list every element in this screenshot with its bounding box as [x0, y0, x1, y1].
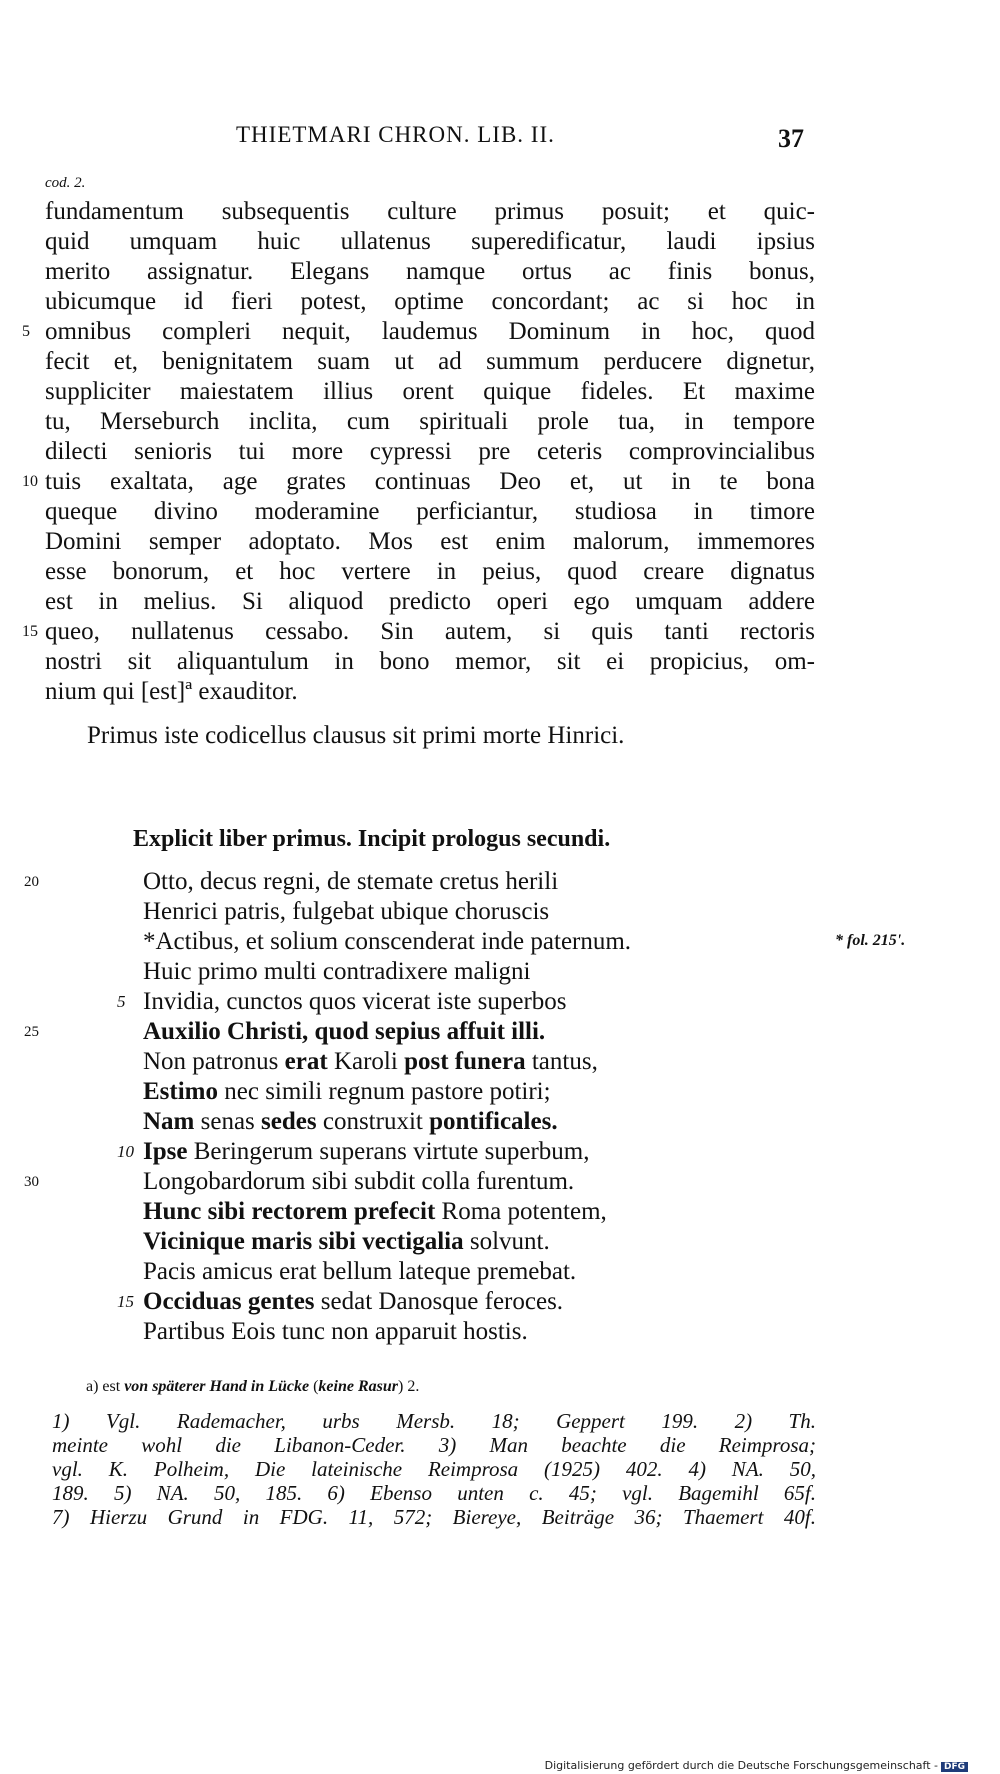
prose-line-text: fecit et, benignitatem suam ut ad summum perducere dignetur, [45, 348, 815, 375]
prose-line [45, 227, 815, 257]
digitization-credit [545, 1759, 968, 1772]
verse-line [143, 1107, 631, 1137]
verse-bold-segment: Ipse [143, 1138, 188, 1165]
verse-segment: Huic primo multi contradixere maligni [143, 958, 531, 985]
prose-line-text: tuis exaltata, age grates continuas Deo et, ut in te bona [45, 468, 815, 495]
prose-line-text: Domini semper adoptato. Mos est enim malorum, immemores [45, 528, 815, 555]
prose-line-text: tu, Merseburch inclita, cum spirituali prole tua, in tempore [45, 408, 815, 435]
folio-margin-note: * fol. 215'. [835, 932, 906, 949]
prose-line-text: queque divino moderamine perficiantur, studiosa in timore [45, 498, 815, 525]
apparatus-italic: von späterer Hand in Lücke [124, 1378, 310, 1395]
verse-segment: construxit [316, 1108, 430, 1135]
closing-line: Primus iste codicellus clausus sit primi morte Hinrici. [87, 722, 625, 749]
verse-line [117, 1287, 631, 1317]
verse-segment: Henrici patris, fulgebat ubique choruscis [143, 898, 550, 925]
line-number: 10 [22, 473, 38, 490]
verse-segment: Partibus Eois tunc non apparuit hostis. [143, 1318, 528, 1345]
prose-line-text: omnibus compleri nequit, laudemus Dominum in hoc, quod [45, 318, 815, 345]
verse-bold-segment: Occiduas gentes [143, 1288, 315, 1315]
verse-segment: Pacis amicus erat bellum lateque premebat. [143, 1258, 577, 1285]
verse-line [143, 1257, 631, 1287]
outer-line-number: 20 [24, 874, 39, 890]
explicit-heading: Explicit liber primus. Incipit prologus secundi. [133, 826, 611, 852]
verse-segment: tantus, [525, 1048, 598, 1075]
prose-line-text: est in melius. Si aliquod predicto operi ego umquam addere [45, 588, 815, 615]
verse-line [143, 1317, 631, 1347]
footnote-line: meinte wohl die Libanon-Ceder. 3) Man beachte die Reimprosa; [52, 1433, 816, 1457]
verse-segment: senas [194, 1108, 262, 1135]
verse-bold-segment: Vicinique maris sibi vectigalia [143, 1228, 464, 1255]
apparatus-suffix: ) 2. [398, 1378, 420, 1395]
verse-line [143, 1197, 631, 1227]
prose-line [22, 467, 815, 497]
prose-line [45, 257, 815, 287]
verse-line [143, 1017, 631, 1047]
prose-line [45, 287, 815, 317]
verse-line [143, 1077, 631, 1107]
codex-label: cod. 2. [45, 175, 86, 191]
prose-line [45, 677, 815, 707]
footnote-line: 189. 5) NA. 50, 185. 6) Ebenso unten c. 45; vgl. Bagemihl 65f. [52, 1481, 816, 1505]
prose-line [45, 437, 815, 467]
verse-line [143, 957, 631, 987]
outer-line-number: 25 [24, 1024, 39, 1040]
prose-line [45, 527, 815, 557]
verse-line [143, 897, 631, 927]
verse-line [117, 987, 631, 1017]
prose-line [22, 617, 815, 647]
footnote-line: 1) Vgl. Rademacher, urbs Mersb. 18; Geppert 199. 2) Th. [52, 1409, 816, 1433]
verse-bold-segment: pontificales. [429, 1108, 558, 1135]
verse-bold-segment: Nam [143, 1108, 195, 1135]
verse-bold-segment: post funera [404, 1048, 526, 1075]
line-number: 15 [22, 623, 38, 640]
prose-line [45, 647, 815, 677]
verse-segment: Non patronus [143, 1048, 285, 1075]
apparatus-italic-2: keine Rasur [318, 1378, 398, 1395]
verse-bold-segment: Auxilio Christi, quod sepius affuit illi. [143, 1018, 546, 1045]
verse-segment: Invidia, cunctos quos vicerat iste superbos [143, 988, 567, 1015]
prose-line-text: nium qui [est]ª exauditor. [45, 678, 298, 705]
prose-line [45, 377, 815, 407]
verse-segment: Longobardorum sibi subdit colla furentum. [143, 1168, 575, 1195]
verse-number: 15 [117, 1292, 134, 1311]
verse-bold-segment: Hunc sibi rectorem prefecit [143, 1198, 436, 1225]
verse-line [143, 1227, 631, 1257]
footnote-line: vgl. K. Polheim, Die lateinische Reimprosa (1925) 402. 4) NA. 50, [52, 1457, 816, 1481]
verse-line [143, 867, 631, 897]
prose-line [45, 557, 815, 587]
verse-segment: solvunt. [463, 1228, 550, 1255]
prose-line [45, 497, 815, 527]
credit-text: Digitalisierung gefördert durch die Deutsche Forschungsgemeinschaft - [544, 1759, 938, 1772]
apparatus-note [86, 1378, 419, 1396]
verse-segment: Beringerum superans virtute superbum, [187, 1138, 590, 1165]
apparatus-prefix: a) est [86, 1378, 125, 1395]
verse-line [143, 1047, 631, 1077]
prose-line-text: esse bonorum, et hoc vertere in peius, quod creare dignatus [45, 558, 815, 585]
footnote-line: 7) Hierzu Grund in FDG. 11, 572; Biereye, Beiträge 36; Thaemert 40f. [52, 1505, 816, 1529]
prose-line-text: suppliciter maiestatem illius orent quique fideles. Et maxime [45, 378, 815, 405]
verse-number: 10 [117, 1142, 134, 1161]
verse-segment: sedat Danosque feroces. [314, 1288, 564, 1315]
verse-segment: Karoli [327, 1048, 405, 1075]
prose-line-text: queo, nullatenus cessabo. Sin autem, si quis tanti rectoris [45, 618, 815, 645]
verse-line [143, 1167, 631, 1197]
prose-line-text: nostri sit aliquantulum in bono memor, sit ei propicius, om- [45, 648, 815, 675]
page-number: 37 [778, 124, 804, 153]
verse-segment: nec simili regnum pastore potiri; [218, 1078, 551, 1105]
outer-line-number: 30 [24, 1174, 39, 1190]
prose-line [22, 317, 815, 347]
prose-line [45, 587, 815, 617]
verse-bold-segment: sedes [261, 1108, 317, 1135]
line-number: 5 [22, 323, 30, 340]
dfg-logo: DFG [941, 1762, 968, 1772]
prose-text-block [22, 197, 815, 707]
verse-segment: Roma potentem, [435, 1198, 607, 1225]
prose-line-text: quid umquam huic ullatenus superedificatur, laudi ipsius [45, 228, 815, 255]
verse-segment: *Actibus, et solium conscenderat inde paternum. [143, 928, 632, 955]
verse-line [143, 927, 631, 957]
prose-line-text: merito assignatur. Elegans namque ortus ac finis bonus, [45, 258, 815, 285]
verse-number: 5 [117, 992, 126, 1011]
prose-line-text: ubicumque id fieri potest, optime concordant; ac si hoc in [45, 288, 815, 315]
verse-bold-segment: Estimo [143, 1078, 218, 1105]
footnotes [52, 1409, 816, 1529]
verse-block [117, 867, 632, 1347]
verse-line [117, 1137, 631, 1167]
prose-line-text: fundamentum subsequentis culture primus posuit; et quic- [45, 198, 815, 225]
running-title: THIETMARI CHRON. LIB. II. [236, 122, 555, 147]
apparatus-middle: ( [309, 1378, 319, 1395]
verse-bold-segment: erat [284, 1048, 328, 1075]
prose-line [45, 347, 815, 377]
prose-line [45, 197, 815, 227]
prose-line-text: dilecti senioris tui more cypressi pre ceteris comprovincialibus [45, 438, 815, 465]
prose-line [45, 407, 815, 437]
verse-segment: Otto, decus regni, de stemate cretus herili [143, 868, 559, 895]
